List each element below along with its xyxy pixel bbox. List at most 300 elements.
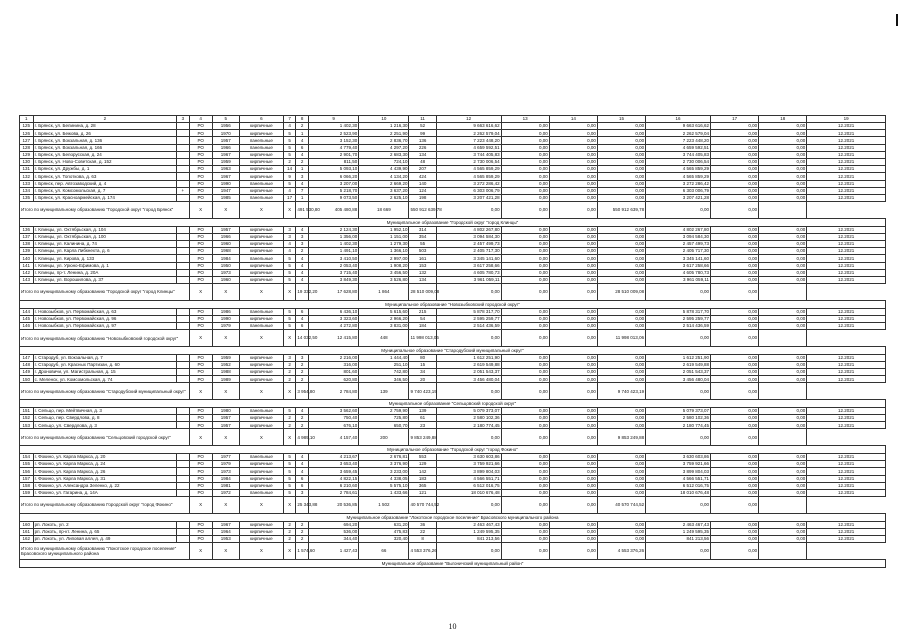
- table-cell: 3 094 584,30: [646, 233, 711, 240]
- total-cell: 0,00: [549, 429, 597, 446]
- table-cell: РО: [189, 194, 212, 201]
- table-cell: 0,00: [711, 468, 759, 475]
- table-cell: 2: [296, 415, 309, 422]
- table-cell: панельные: [239, 453, 283, 460]
- table-cell: 1973: [212, 269, 239, 276]
- total-cell: 0,00: [646, 202, 711, 219]
- table-cell: 157: [20, 475, 34, 482]
- total-cell: Х: [283, 497, 296, 514]
- table-row: [20, 453, 886, 460]
- section-row: [20, 301, 886, 309]
- table-cell: 2: [296, 361, 309, 368]
- table-cell: 0,00: [501, 354, 549, 361]
- section-row: [20, 446, 886, 454]
- table-cell: 1984: [212, 255, 239, 262]
- table-cell: 1960: [212, 240, 239, 247]
- total-cell: 18 669: [359, 202, 409, 219]
- header-cell: 16: [646, 116, 711, 123]
- table-cell: панельные: [239, 137, 283, 144]
- table-cell: г. Сельцо, пер. Мейтвичная, д. 3: [33, 407, 176, 414]
- table-cell: г. Фокино, ул. Александра Зеленко, д. 22: [33, 482, 176, 489]
- table-cell: 0,00: [549, 361, 597, 368]
- total-cell: 17 628,80: [308, 284, 358, 301]
- table-cell: [177, 240, 190, 247]
- section-title: Муниципальное образование "Сельцовский городской округ": [20, 400, 886, 408]
- table-cell: 0,00: [549, 255, 597, 262]
- total-row: [20, 543, 886, 560]
- total-cell: 0,00: [646, 497, 711, 514]
- table-cell: 2: [283, 422, 296, 429]
- table-cell: 0,00: [597, 180, 645, 187]
- table-cell: 154: [20, 453, 34, 460]
- table-cell: РО: [189, 415, 212, 422]
- table-cell: 4 566 551,71: [436, 475, 501, 482]
- table-cell: г. Новозыбков, ул. Первомайская, д. 97: [33, 322, 176, 329]
- table-cell: 5: [283, 453, 296, 460]
- table-cell: 4 802 267,80: [646, 226, 711, 233]
- table-cell: г. Клинцы, ул. Ворошилова, д. 37: [33, 276, 176, 283]
- total-cell: 405 480,88: [308, 202, 358, 219]
- table-cell: 1 356,00: [308, 233, 358, 240]
- table-cell: 138: [20, 240, 34, 247]
- table-cell: 1: [296, 166, 309, 173]
- table-cell: 0,00: [711, 369, 759, 376]
- table-cell: г. Новозыбков, ул. Первомайская, д. 96: [33, 315, 176, 322]
- table-cell: РО: [189, 535, 212, 542]
- table-cell: 1957: [212, 422, 239, 429]
- table-cell: 159: [20, 489, 34, 496]
- table-cell: 6: [296, 475, 309, 482]
- table-cell: 3: [296, 173, 309, 180]
- total-cell: 0,00: [711, 429, 759, 446]
- table-cell: 140: [20, 255, 34, 262]
- table-cell: 0,00: [759, 376, 807, 383]
- table-cell: РО: [189, 361, 212, 368]
- table-cell: 12.2021: [807, 151, 886, 158]
- table-cell: 0,00: [597, 240, 645, 247]
- table-cell: 1967: [212, 151, 239, 158]
- table-cell: 6 512 016,75: [436, 482, 501, 489]
- table-cell: [177, 233, 190, 240]
- table-cell: 6: [296, 308, 309, 315]
- table-cell: 0,00: [759, 521, 807, 528]
- table-cell: 23: [409, 422, 436, 429]
- table-cell: 3 410,50: [308, 255, 358, 262]
- table-cell: 1964: [212, 528, 239, 535]
- table-cell: 3: [283, 354, 296, 361]
- table-cell: 162: [20, 535, 34, 542]
- table-cell: 6: [296, 144, 309, 151]
- table-row: [20, 173, 886, 180]
- table-cell: 0,00: [549, 173, 597, 180]
- table-cell: 0,00: [549, 308, 597, 315]
- table-cell: 5 093,10: [308, 166, 358, 173]
- table-cell: 0,00: [597, 269, 645, 276]
- table-cell: 3: [283, 233, 296, 240]
- table-row: [20, 369, 886, 376]
- table-cell: 3 744 405,83: [646, 151, 711, 158]
- table-cell: 12.2021: [807, 173, 886, 180]
- table-cell: г. Брянск, ул. Бежова, д. 26: [33, 130, 176, 137]
- total-cell: 1 427,43: [308, 543, 358, 560]
- table-cell: 146: [20, 322, 34, 329]
- table-cell: 0,00: [711, 248, 759, 255]
- table-row: [20, 528, 886, 535]
- table-cell: 1986: [212, 308, 239, 315]
- table-cell: 3: [296, 233, 309, 240]
- table-cell: 1 612 251,90: [436, 354, 501, 361]
- total-cell: 139: [359, 383, 409, 400]
- table-cell: г. Фокино, ул. Карла Маркса, д. 26: [33, 468, 176, 475]
- table-cell: 2 514 436,59: [646, 322, 711, 329]
- table-cell: 0,00: [597, 173, 645, 180]
- table-cell: кирпичные: [239, 415, 283, 422]
- table-cell: 0,00: [597, 226, 645, 233]
- section-row: [20, 514, 886, 522]
- table-cell: 5: [283, 407, 296, 414]
- table-cell: 5 878 317,70: [436, 308, 501, 315]
- table-cell: 0,00: [501, 475, 549, 482]
- table-cell: 2 124,30: [308, 226, 358, 233]
- total-row: [20, 202, 886, 219]
- table-cell: 3 207 421,28: [646, 194, 711, 201]
- table-cell: 12.2021: [807, 415, 886, 422]
- table-cell: 0,00: [711, 269, 759, 276]
- table-cell: 0,00: [711, 322, 759, 329]
- total-cell: Х: [189, 383, 212, 400]
- table-cell: 136: [409, 137, 436, 144]
- table-cell: 1 216,30: [359, 123, 409, 130]
- table-cell: [177, 123, 190, 130]
- table-cell: 3 759 921,66: [436, 461, 501, 468]
- table-cell: 155: [20, 461, 34, 468]
- table-cell: кирпичные: [239, 475, 283, 482]
- table-cell: РО: [189, 158, 212, 165]
- total-cell: 4 989,10: [296, 429, 309, 446]
- table-cell: 0,00: [501, 166, 549, 173]
- table-cell: 0,00: [597, 415, 645, 422]
- table-cell: 0,00: [501, 369, 549, 376]
- table-cell: 0,00: [549, 194, 597, 201]
- table-cell: г. Клинцы, ул. Октябрьская, д. 100: [33, 233, 176, 240]
- table-cell: 1984: [212, 475, 239, 482]
- total-cell: Х: [212, 383, 239, 400]
- table-cell: 2 836,70: [359, 137, 409, 144]
- total-cell: Х: [239, 330, 283, 347]
- table-cell: 129: [409, 461, 436, 468]
- table-cell: РО: [189, 369, 212, 376]
- table-cell: 0,00: [597, 233, 645, 240]
- table-cell: 2 051 543,37: [436, 369, 501, 376]
- table-cell: [177, 226, 190, 233]
- section-title: Муниципальное образование "Городской округ "город Клинцы": [20, 219, 886, 227]
- table-cell: 4 565 859,29: [436, 166, 501, 173]
- table-cell: 0,00: [759, 262, 807, 269]
- table-cell: 0,00: [711, 308, 759, 315]
- table-cell: 5: [283, 144, 296, 151]
- table-cell: 0,00: [597, 315, 645, 322]
- table-cell: 12.2021: [807, 262, 886, 269]
- table-row: [20, 226, 886, 233]
- table-cell: [177, 194, 190, 201]
- total-cell: 40 570 744,52: [597, 497, 645, 514]
- table-cell: 5 079 373,07: [646, 407, 711, 414]
- table-cell: РО: [189, 354, 212, 361]
- table-cell: [177, 453, 190, 460]
- table-cell: [177, 415, 190, 422]
- table-cell: 5: [283, 322, 296, 329]
- table-cell: 12.2021: [807, 276, 886, 283]
- table-cell: 346,50: [359, 376, 409, 383]
- table-cell: 742,80: [359, 369, 409, 376]
- table-cell: РО: [189, 151, 212, 158]
- table-cell: 4: [296, 255, 309, 262]
- table-cell: 0,00: [549, 315, 597, 322]
- table-cell: 0,00: [501, 130, 549, 137]
- table-cell: 0,00: [501, 461, 549, 468]
- table-cell: 3 562,60: [308, 407, 358, 414]
- table-cell: 2 730 006,54: [436, 158, 501, 165]
- table-cell: 12.2021: [807, 158, 886, 165]
- table-cell: 2 619 549,88: [646, 361, 711, 368]
- table-cell: 3 345 141,60: [436, 255, 501, 262]
- table-cell: 6 512 016,75: [646, 482, 711, 489]
- table-cell: 4: [296, 315, 309, 322]
- table-cell: кирпичные: [239, 248, 283, 255]
- total-cell: 4 553 376,26: [597, 543, 645, 560]
- table-cell: 0,00: [597, 166, 645, 173]
- table-cell: 1967: [212, 173, 239, 180]
- table-cell: 0,00: [759, 308, 807, 315]
- table-cell: рп. Локоть, ул. Липовая аллея, д. 49: [33, 535, 176, 542]
- table-cell: кирпичные: [239, 361, 283, 368]
- table-cell: 2: [296, 158, 309, 165]
- table-cell: 9 663 616,62: [436, 123, 501, 130]
- header-cell: 8: [296, 116, 309, 123]
- table-cell: 0,00: [501, 308, 549, 315]
- table-cell: г. Сельцо, ул. Свердлова, д. 3: [33, 422, 176, 429]
- table-row: [20, 180, 886, 187]
- total-cell: Х: [239, 497, 283, 514]
- total-cell: Х: [239, 543, 283, 560]
- table-cell: 5: [283, 269, 296, 276]
- total-cell: 0,00: [549, 202, 597, 219]
- table-cell: 4: [296, 137, 309, 144]
- table-cell: 0,00: [759, 369, 807, 376]
- table-cell: 0,00: [597, 453, 645, 460]
- table-cell: 0,00: [549, 376, 597, 383]
- table-cell: 0,00: [711, 361, 759, 368]
- table-cell: 1960: [212, 276, 239, 283]
- table-cell: РО: [189, 226, 212, 233]
- table-cell: 4 779,40: [308, 144, 358, 151]
- table-cell: 61: [409, 415, 436, 422]
- table-cell: г. Брянск, ул. Ново-Советская, д. 152: [33, 158, 176, 165]
- table-cell: панельные: [239, 322, 283, 329]
- table-cell: 4: [296, 461, 309, 468]
- table-cell: 0,00: [597, 489, 645, 496]
- total-cell: Х: [189, 202, 212, 219]
- table-cell: [177, 354, 190, 361]
- table-cell: 4: [296, 453, 309, 460]
- table-cell: 5: [283, 180, 296, 187]
- table-cell: 12.2021: [807, 354, 886, 361]
- table-cell: 0,00: [759, 255, 807, 262]
- total-cell: 0,00: [501, 330, 549, 347]
- table-cell: 2 676,81: [359, 453, 409, 460]
- table-cell: 3 376,90: [359, 461, 409, 468]
- table-cell: 0,00: [549, 521, 597, 528]
- header-cell: 2: [33, 116, 176, 123]
- table-cell: 4 802 267,80: [436, 226, 501, 233]
- table-cell: 4 565 859,29: [646, 166, 711, 173]
- total-row: [20, 497, 886, 514]
- table-cell: 0,00: [759, 535, 807, 542]
- table-cell: 8: [409, 535, 436, 542]
- table-cell: 153: [20, 422, 34, 429]
- table-cell: панельные: [239, 255, 283, 262]
- table-cell: 3 094 584,30: [436, 233, 501, 240]
- table-cell: 0,00: [597, 248, 645, 255]
- header-cell: 13: [501, 116, 549, 123]
- table-cell: 4: [296, 262, 309, 269]
- table-cell: [177, 376, 190, 383]
- table-cell: 2 966,20: [359, 315, 409, 322]
- table-cell: 841 213,56: [646, 535, 711, 542]
- total-cell: 0,00: [436, 497, 501, 514]
- table-cell: 0,00: [597, 187, 645, 194]
- table-cell: РО: [189, 233, 212, 240]
- table-cell: РО: [189, 144, 212, 151]
- table-cell: 0,00: [597, 422, 645, 429]
- total-cell: 0,00: [501, 383, 549, 400]
- table-cell: 0,00: [711, 415, 759, 422]
- table-cell: 12.2021: [807, 361, 886, 368]
- table-cell: 0,00: [711, 422, 759, 429]
- section-title: Муниципальное образование "Стародубский муниципальный округ": [20, 347, 886, 355]
- table-cell: 2: [296, 248, 309, 255]
- table-cell: г. Брянск, ул. Дружбы, д. 1: [33, 166, 176, 173]
- total-cell-empty: [759, 383, 807, 400]
- table-cell: 0,00: [549, 276, 597, 283]
- table-cell: 1947: [212, 187, 239, 194]
- table-cell: 536,00: [308, 528, 358, 535]
- table-cell: 1 908,20: [359, 262, 409, 269]
- table-cell: 0,00: [759, 407, 807, 414]
- table-cell: 0,00: [759, 194, 807, 201]
- table-cell: г. Клинцы, ул. Кирова, д. 133: [33, 255, 176, 262]
- table-row: [20, 521, 886, 528]
- header-cell: 15: [597, 116, 645, 123]
- table-cell: 5: [283, 461, 296, 468]
- header-cell: 10: [359, 116, 409, 123]
- table-cell: 1 952,10: [359, 226, 409, 233]
- table-cell: 750,40: [308, 415, 358, 422]
- table-cell: 0,00: [501, 151, 549, 158]
- table-cell: 0,00: [759, 173, 807, 180]
- table-cell: 1 151,00: [359, 233, 409, 240]
- table-cell: панельные: [239, 489, 283, 496]
- table-cell: 3: [296, 489, 309, 496]
- table-row: [20, 166, 886, 173]
- table-cell: 0,00: [597, 361, 645, 368]
- table-cell: 1: [296, 194, 309, 201]
- table-cell: 2: [283, 376, 296, 383]
- table-cell: 134: [409, 276, 436, 283]
- table-cell: 0,00: [549, 123, 597, 130]
- total-cell: 0,00: [501, 284, 549, 301]
- table-cell: 34: [409, 369, 436, 376]
- table-cell: 12.2021: [807, 180, 886, 187]
- table-cell: 2 595 259,77: [436, 315, 501, 322]
- table-cell: 145: [20, 315, 34, 322]
- table-cell: 0,00: [711, 233, 759, 240]
- table-cell: 3 659,45: [308, 468, 358, 475]
- table-cell: 139: [20, 248, 34, 255]
- table-row: [20, 269, 886, 276]
- table-cell: 0,00: [597, 151, 645, 158]
- table-cell: РО: [189, 407, 212, 414]
- table-cell: 1953: [212, 535, 239, 542]
- table-cell: 0,00: [501, 262, 549, 269]
- table-cell: [177, 489, 190, 496]
- total-cell: 0,00: [711, 202, 759, 219]
- table-cell: 3 630 603,86: [646, 453, 711, 460]
- header-cell: 9: [308, 116, 358, 123]
- table-cell: 12.2021: [807, 137, 886, 144]
- table-cell: 3 759 921,66: [646, 461, 711, 468]
- table-cell: [177, 276, 190, 283]
- table-cell: 1973: [212, 468, 239, 475]
- table-cell: 0,00: [501, 194, 549, 201]
- table-cell: 0,00: [597, 158, 645, 165]
- table-cell: [177, 535, 190, 542]
- table-cell: 0,00: [711, 187, 759, 194]
- table-cell: г. Брянск, ул. Красноармейская, д. 174: [33, 194, 176, 201]
- table-cell: 153: [409, 262, 436, 269]
- table-cell: 0,00: [597, 535, 645, 542]
- table-cell: 2 405 717,30: [646, 248, 711, 255]
- table-cell: кирпичные: [239, 461, 283, 468]
- table-cell: РО: [189, 475, 212, 482]
- table-cell: 140: [409, 180, 436, 187]
- table-cell: 0,00: [549, 422, 597, 429]
- table-cell: [177, 173, 190, 180]
- header-cell: 12: [436, 116, 501, 123]
- table-cell: 0,00: [597, 308, 645, 315]
- table-cell: 0,00: [549, 489, 597, 496]
- table-cell: 4 605 780,73: [436, 269, 501, 276]
- table-cell: РО: [189, 187, 212, 194]
- total-cell: 9 853 249,88: [409, 429, 436, 446]
- table-cell: панельные: [239, 144, 283, 151]
- table-cell: 1963: [212, 166, 239, 173]
- table-cell: 126: [20, 130, 34, 137]
- table-cell: г. Клинцы, пр-т. Ленина, д. 20А: [33, 269, 176, 276]
- table-cell: 0,00: [759, 144, 807, 151]
- table-cell: 1990: [212, 180, 239, 187]
- table-cell: [177, 269, 190, 276]
- table-cell: 127: [20, 137, 34, 144]
- table-cell: 1950: [212, 262, 239, 269]
- table-cell: +: [177, 187, 190, 194]
- table-cell: РО: [189, 376, 212, 383]
- table-cell: 125: [20, 123, 34, 130]
- table-cell: кирпичные: [239, 226, 283, 233]
- table-cell: 0,00: [501, 521, 549, 528]
- table-cell: 2 759,90: [359, 407, 409, 414]
- table-cell: 4: [296, 407, 309, 414]
